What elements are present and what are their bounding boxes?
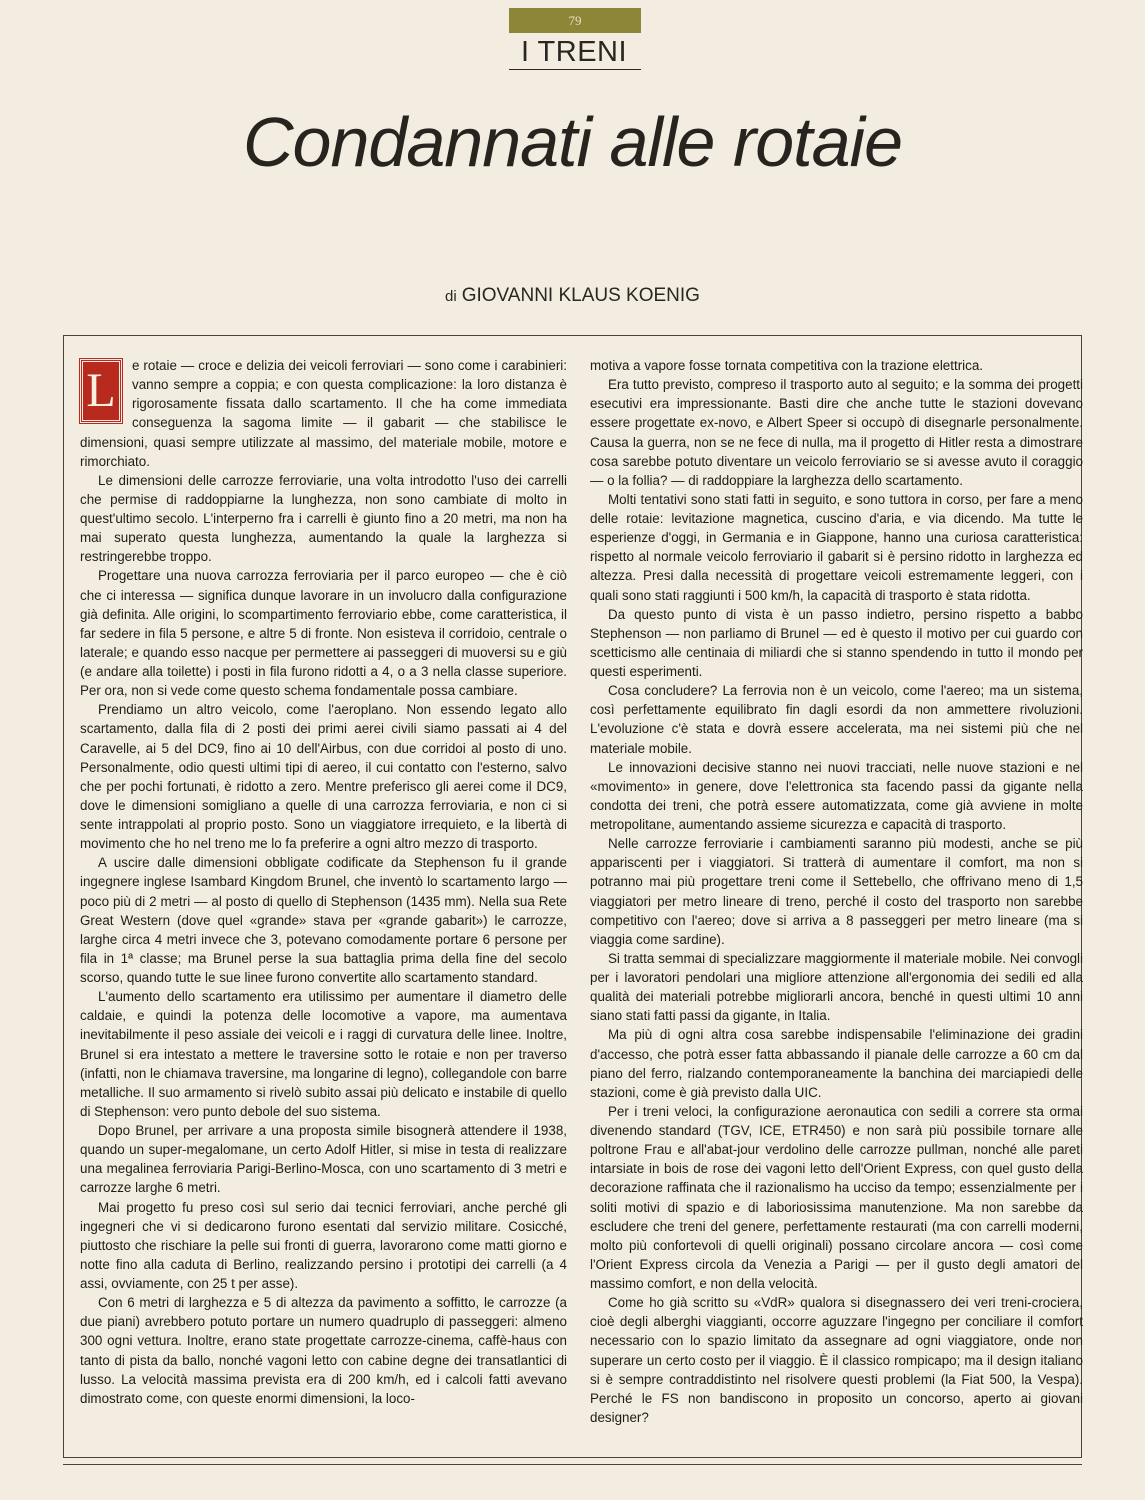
- left-column: [80, 356, 567, 1408]
- paragraph: Con 6 metri di larghezza e 5 di altezza da pavimento a soffitto, le carrozze (a due piani) avrebbero potuto portare un numero quadruplo di passeggeri: almeno 300 ogni vettura. Inoltre, erano state progettate carrozze-cinema, caffè-haus con tanto di pista da ballo, nonché vagoni letto con cabine degne dei transatlantici di lusso. La velocità massima prevista era di 200 km/h, ed i calcoli fatti avevano dimostrato come, con queste enormi dimensioni, la loco-: [80, 1295, 567, 1406]
- paragraph: Mai progetto fu preso così sul serio dai tecnici ferroviari, anche perché gli ingegneri che vi si dedicarono furono esentati dal servizio militare. Cosicché, piuttosto che rischiare la pelle sui fronti di guerra, lavorarono come matti giorno e notte fino alla caduta di Berlino, realizzando persino i prototipi dei carrelli (a 4 assi, ovviamente, con 25 t per asse).: [80, 1199, 567, 1291]
- bottom-rule: [63, 1464, 1082, 1465]
- paragraph: motiva a vapore fosse tornata competitiva con la trazione elettrica.: [590, 358, 983, 373]
- paragraph: Da questo punto di vista è un passo indietro, persino rispetto a babbo Stephenson — non parliamo di Brunel — ed è questo il motivo per cui guardo con scetticismo alle centinaia di miliardi che si stanno spendendo in tutto il mondo per questi esperimenti.: [590, 606, 1083, 679]
- paragraph: Per i treni veloci, la configurazione aeronautica con sedili a correre sta ormai divenendo standard (TGV, ICE, ETR450) e non sarà più possibile tornare alle poltrone Frau e all'abat-jour verdolino delle carrozze pullman, nonché alle pareti intarsiate in bois de rose dei vagoni letto dell'Orient Express, con quel gusto della decorazione raffinata che il razionalismo ha ucciso da tempo; essenzialmente per i soliti motivi di spazio e di laboriosissima manutenzione. Ma non sarebbe da escludere che treni del genere, perfettamente restaurati (ma con carrelli moderni, molto più confortevoli di quelli originali) possano circolare ancora — così come l'Orient Express circola da Venezia a Parigi — per il gusto degli amatori del massimo comfort, e non della velocità.: [590, 1103, 1083, 1291]
- paragraph: Molti tentativi sono stati fatti in seguito, e sono tuttora in corso, per fare a meno delle rotaie: levitazione magnetica, cuscino d'aria, e via dicendo. Ma tutte le esperienze d'oggi, in Germania e in Giappone, hanno una curiosa caratteristica: rispetto al normale veicolo ferroviario il gabarit si è persino ridotto in larghezza ed altezza. Presi dalla necessità di progettare veicoli estremamente leggeri, con i quali sono stati raggiunti i 500 km/h, la capacità di trasporto è stata ridotta.: [590, 491, 1083, 603]
- paragraph: Prendiamo un altro veicolo, come l'aeroplano. Non essendo legato allo scartamento, dalla fila di 2 posti dei primi aerei civili siamo passati ai 4 del Caravelle, ai 5 del DC9, fino ai 10 dell'Airbus, con due corridoi al posto di uno. Personalmente, odio questi ultimi tipi di aereo, il cui contatto con l'esterno, salvo che per pochi fortunati, è ridotto a zero. Mentre preferisco gli aerei come il DC9, dove le dimensioni somigliano a quelle di una carrozza ferroviaria, e non ci si sente intrappolati al proprio posto. Sono un viaggiatore irrequieto, e la libertà di movimento che ho nel treno me lo fa preferire a ogni altro mezzo di trasporto.: [80, 702, 567, 852]
- paragraph: [80, 356, 567, 471]
- section-rule: [509, 69, 641, 70]
- byline-prefix: di: [445, 288, 457, 305]
- paragraph: A uscire dalle dimensioni obbligate codificate da Stephenson fu il grande ingegnere inglese Isambard Kingdom Brunel, che inventò lo scartamento largo — poco più di 2 metri — al posto di quello di Stephenson (1435 mm). Nella sua Rete Great Western (dove quel «grande» stava per «grande gabarit») le carrozze, larghe circa 4 metri invece che 3, potevano comodamente portare 6 persone per fila in 1ª classe; ma Brunel perse la sua battaglia prima della fine del secolo scorso, quando tutte le sue linee furono convertite allo scartamento standard.: [80, 855, 567, 985]
- paragraph: Dopo Brunel, per arrivare a una proposta simile bisognerà attendere il 1938, quando un super-megalomane, un certo Adolf Hitler, si mise in testa di realizzare una megalinea ferroviaria Parigi-Berlino-Mosca, con uno scartamento di 3 metri e carrozze larghe 6 metri.: [80, 1123, 567, 1196]
- author-name: GIOVANNI KLAUS KOENIG: [461, 285, 700, 306]
- paragraph-text: e rotaie — croce e delizia dei veicoli ferroviari — sono come i carabinieri: vanno sempre a coppia; e con questa complicazione: la loro distanza è rigorosamente fissata dallo scartamento. Il che ha come immediata conseguenza la sagoma limite — il gabarit — che stabilisce le dimensioni, quasi sempre utilizzate al massimo, del materiale mobile, motore e rimorchiato.: [80, 358, 567, 469]
- paragraph: Ma più di ogni altra cosa sarebbe indispensabile l'eliminazione dei gradini d'accesso, che potrà esser fatta abbassando il pianale delle carrozze a 60 cm dal piano del ferro, rialzando contemporaneamente la banchina dei marciapiedi delle stazioni, come è già previsto dalla UIC.: [590, 1027, 1083, 1100]
- drop-cap: L: [80, 359, 122, 423]
- paragraph: L'aumento dello scartamento era utilissimo per aumentare il diametro delle caldaie, e quindi la potenza delle locomotive a vapore, ma aumentava inevitabilmente il peso assiale dei veicoli e i raggi di curvatura delle linee. Inoltre, Brunel si era intestato a mettere le traversine sotto le rotaie e non per traverso (infatti, non le chiamava traversine, ma longarine di legno), collegandole con barre metalliche. Il suo armamento si rivelò subito assai più delicato e instabile di quello di Stephenson: vero punto debole del suo sistema.: [80, 989, 567, 1119]
- section-title: I TRENI: [520, 36, 628, 68]
- paragraph: Progettare una nuova carrozza ferroviaria per il parco europeo — che è ciò che ci interessa — significa dunque lavorare in un involucro dalla configurazione già definita. Alle origini, lo scompartimento ferroviario ebbe, come caratteristica, il far sedere in fila 5 persone, e altre 5 di fronte. Non esisteva il corridoio, centrale o laterale; e quando esso nacque per permettere ai passeggeri di muoversi su e giù (e andare alla toilette) i posti in fila furono ridotti a 4, o a 3 nella classe superiore. Per ora, non si vede come questo schema fondamentale possa cambiare.: [80, 568, 567, 699]
- paragraph: Le innovazioni decisive stanno nei nuovi tracciati, nelle nuove stazioni e nel «movimento» in genere, dove l'elettronica sta facendo passi da gigante nella condotta dei treni, che potrà essere automatizzata, come già avviene in molte metropolitane, aumentando assieme sicurezza e capacità di trasporto.: [590, 759, 1083, 832]
- paragraph: Come ho già scritto su «VdR» qualora si disegnassero dei veri treni-crociera, cioè degli alberghi viaggianti, occorre aguzzare l'ingegno per conciliare il comfort necessario con lo spazio limitato da assegnare ad ogni viaggiatore, onde non superare un certo costo per il viaggio. È il classico rompicapo; ma il design italiano si è sempre contraddistinto nel risolvere questi problemi (la Fiat 500, la Vespa). Perché le FS non bandiscono in proposito un concorso, aperto ai giovani designer?: [590, 1295, 1083, 1425]
- paragraph: Si tratta semmai di specializzare maggiormente il materiale mobile. Nei convogli per i lavoratori pendolari una migliore attenzione all'ergonomia dei sedili ed alla qualità dei materiali potrebbe migliorarli ancora, benché in questi ultimi 10 anni siano stati fatti passi da gigante, in Italia.: [590, 950, 1083, 1024]
- page-number: 79: [509, 8, 641, 33]
- article-title: Condannati alle rotaie: [242, 103, 903, 181]
- paragraph: Era tutto previsto, compreso il trasporto auto al seguito; e la somma dei progetti esecutivi era impressionante. Basti dire che anche tutte le stazioni dovevano essere progettate ex-novo, e Albert Speer si occupò di disegnarle personalmente. Causa la guerra, non se ne fece di nulla, ma il progetto di Hitler resta a dimostrare cosa sarebbe potuto diventare un veicolo ferroviario se si avesse avuto il coraggio — o la follia? — di raddoppiare la larghezza dello scartamento.: [590, 377, 1083, 488]
- paragraph: Nelle carrozze ferroviarie i cambiamenti saranno più modesti, anche se più appariscenti per i viaggiatori. Si tratterà di aumentare il comfort, ma non si potranno mai più progettare treni come il Settebello, che offrivano meno di 1,5 viaggiatori per metro lineare di treno, perché il costo del trasporto non sarebbe competitivo con l'aereo; dove si arriva a 8 passeggeri per metro lineare (ma si viaggia come sardine).: [590, 836, 1083, 947]
- paragraph: Cosa concludere? La ferrovia non è un veicolo, come l'aereo; ma un sistema, così perfettamente equilibrato fin dagli esordi da non ammettere rivoluzioni. L'evoluzione c'è stata e dovrà essere accelerata, ma nei sistemi più che nel materiale mobile.: [590, 683, 1083, 756]
- right-column: [590, 356, 1083, 1427]
- paragraph: Le dimensioni delle carrozze ferroviarie, una volta introdotto l'uso dei carrelli che permise di raddoppiarne la lunghezza, non sono cambiate di molto in quest'ultimo secolo. L'interperno fra i carrelli è giunto fino a 20 metri, ma non ha mai superato questa lunghezza, aumentando la quale la larghezza si restringerebbe troppo.: [80, 472, 567, 565]
- byline: [0, 285, 1145, 307]
